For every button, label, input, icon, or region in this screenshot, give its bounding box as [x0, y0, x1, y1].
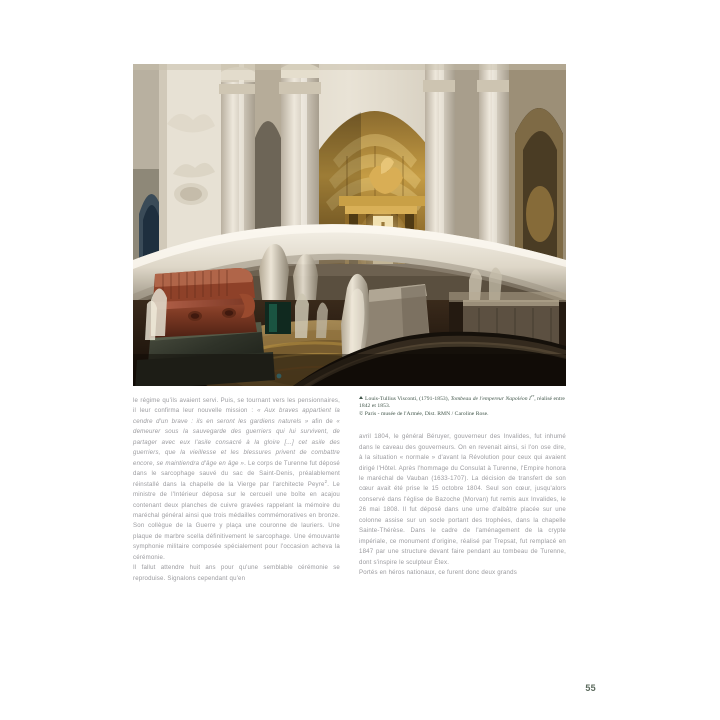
- left-text-column: [133, 396, 340, 658]
- caption-copyright: © Paris - musée de l'Armée, Dist. RMN / Caroline Rose.: [359, 410, 489, 417]
- left-p1-quote-2: « demeurer sous la sauvegarde des guerriers qui lui survivent, de partager avec eux l'asile consacré à la gloire [...] cet asile des guerriers, que la vieillesse et les blessures privent de combattre encore, se maintiendra d'âge en âge »: [133, 417, 340, 467]
- tomb-photograph: [133, 64, 566, 386]
- triangle-up-icon: [359, 396, 363, 399]
- left-p1-part-c: . Le corps de Turenne fut déposé dans le sarcophage sauvé du sac de Saint-Denis, préalablement réinstallé dans la chapelle de la Vierge par l'architecte Peyre: [133, 459, 340, 488]
- left-p1-part-a: le régime qu'ils avaient servi. Puis, se tournant vers les pensionnaires, il leur confirma leur nouvelle mission :: [133, 397, 340, 415]
- left-p1-part-b: afin de: [308, 417, 337, 425]
- right-text-column: [359, 396, 566, 658]
- left-paragraph-1: [133, 396, 340, 563]
- photo-caption: [359, 396, 566, 418]
- article-body: [133, 396, 566, 658]
- caption-artwork-title: Tombeau de l'empereur Napoléon I: [450, 396, 531, 402]
- left-p1-part-d: . Le ministre de l'Intérieur déposa sur le cercueil une boîte en acajou contenant deux planches de cuivre gravées rappelant la mémoire du maréchal général ainsi que trois médailles commémoratives en bronze. Son collègue de la Guerre y plaça une couronne de lauriers. Une plaque de marbre scella définitivement le sarcophage. Une émouvante symphonie militaire composée spécialement pour l'occasion acheva la cérémonie.: [133, 480, 341, 561]
- caption-title-ordinal: er: [530, 394, 535, 399]
- left-p1-quote-1: « Aux braves appartient la cendre d'un brave : ils en seront les gardiens naturels »: [133, 407, 340, 425]
- footnote-marker-2: 2: [324, 478, 328, 484]
- right-paragraph-1: avril 1804, le général Béruyer, gouverneur des Invalides, fut inhumé dans le caveau des gouverneurs. On en revenait ainsi, si l'on ose dire, à la situation « normale » d'avant la Révolution pour ceux qui avaient dirigé l'Hôtel. Après l'hommage du Consulat à Turenne, l'Empire honora le maréchal de Vauban (1633-1707). La décision de transfert de son cœur avait été prise le 15 octobre 1804. Seul son cœur, jusqu'alors conservé dans l'église de Bazoche (Morvan) fut remis aux Invalides, le 26 mai 1808. Il fut déposé dans une urne d'albâtre placée sur une colonne assise sur un socle portant des trophées, dans la chapelle Sainte-Thérèse. Dans le cadre de l'aménagement de la crypte impériale, ce monument d'origine, réalisé par Trepsat, fut remplacé en 1847 par une structure devant faire pendant au tombeau de Turenne, dont s'inspire le sculpteur Étex.: [359, 433, 566, 566]
- caption-credit-line: Louis-Tullius Visconti, (1791-1853),: [365, 396, 451, 402]
- left-paragraph-2: Il fallut attendre huit ans pour qu'une semblable cérémonie se reproduise. Signalons cependant qu'en: [133, 564, 340, 582]
- caption-artwork-date: , réalisé entre 1842 et 1853.: [359, 396, 565, 410]
- tomb-photograph-artwork: [133, 64, 566, 386]
- right-paragraph-2: Portés en héros nationaux, ce furent donc deux grands: [359, 569, 517, 577]
- page-number: 55: [585, 683, 596, 693]
